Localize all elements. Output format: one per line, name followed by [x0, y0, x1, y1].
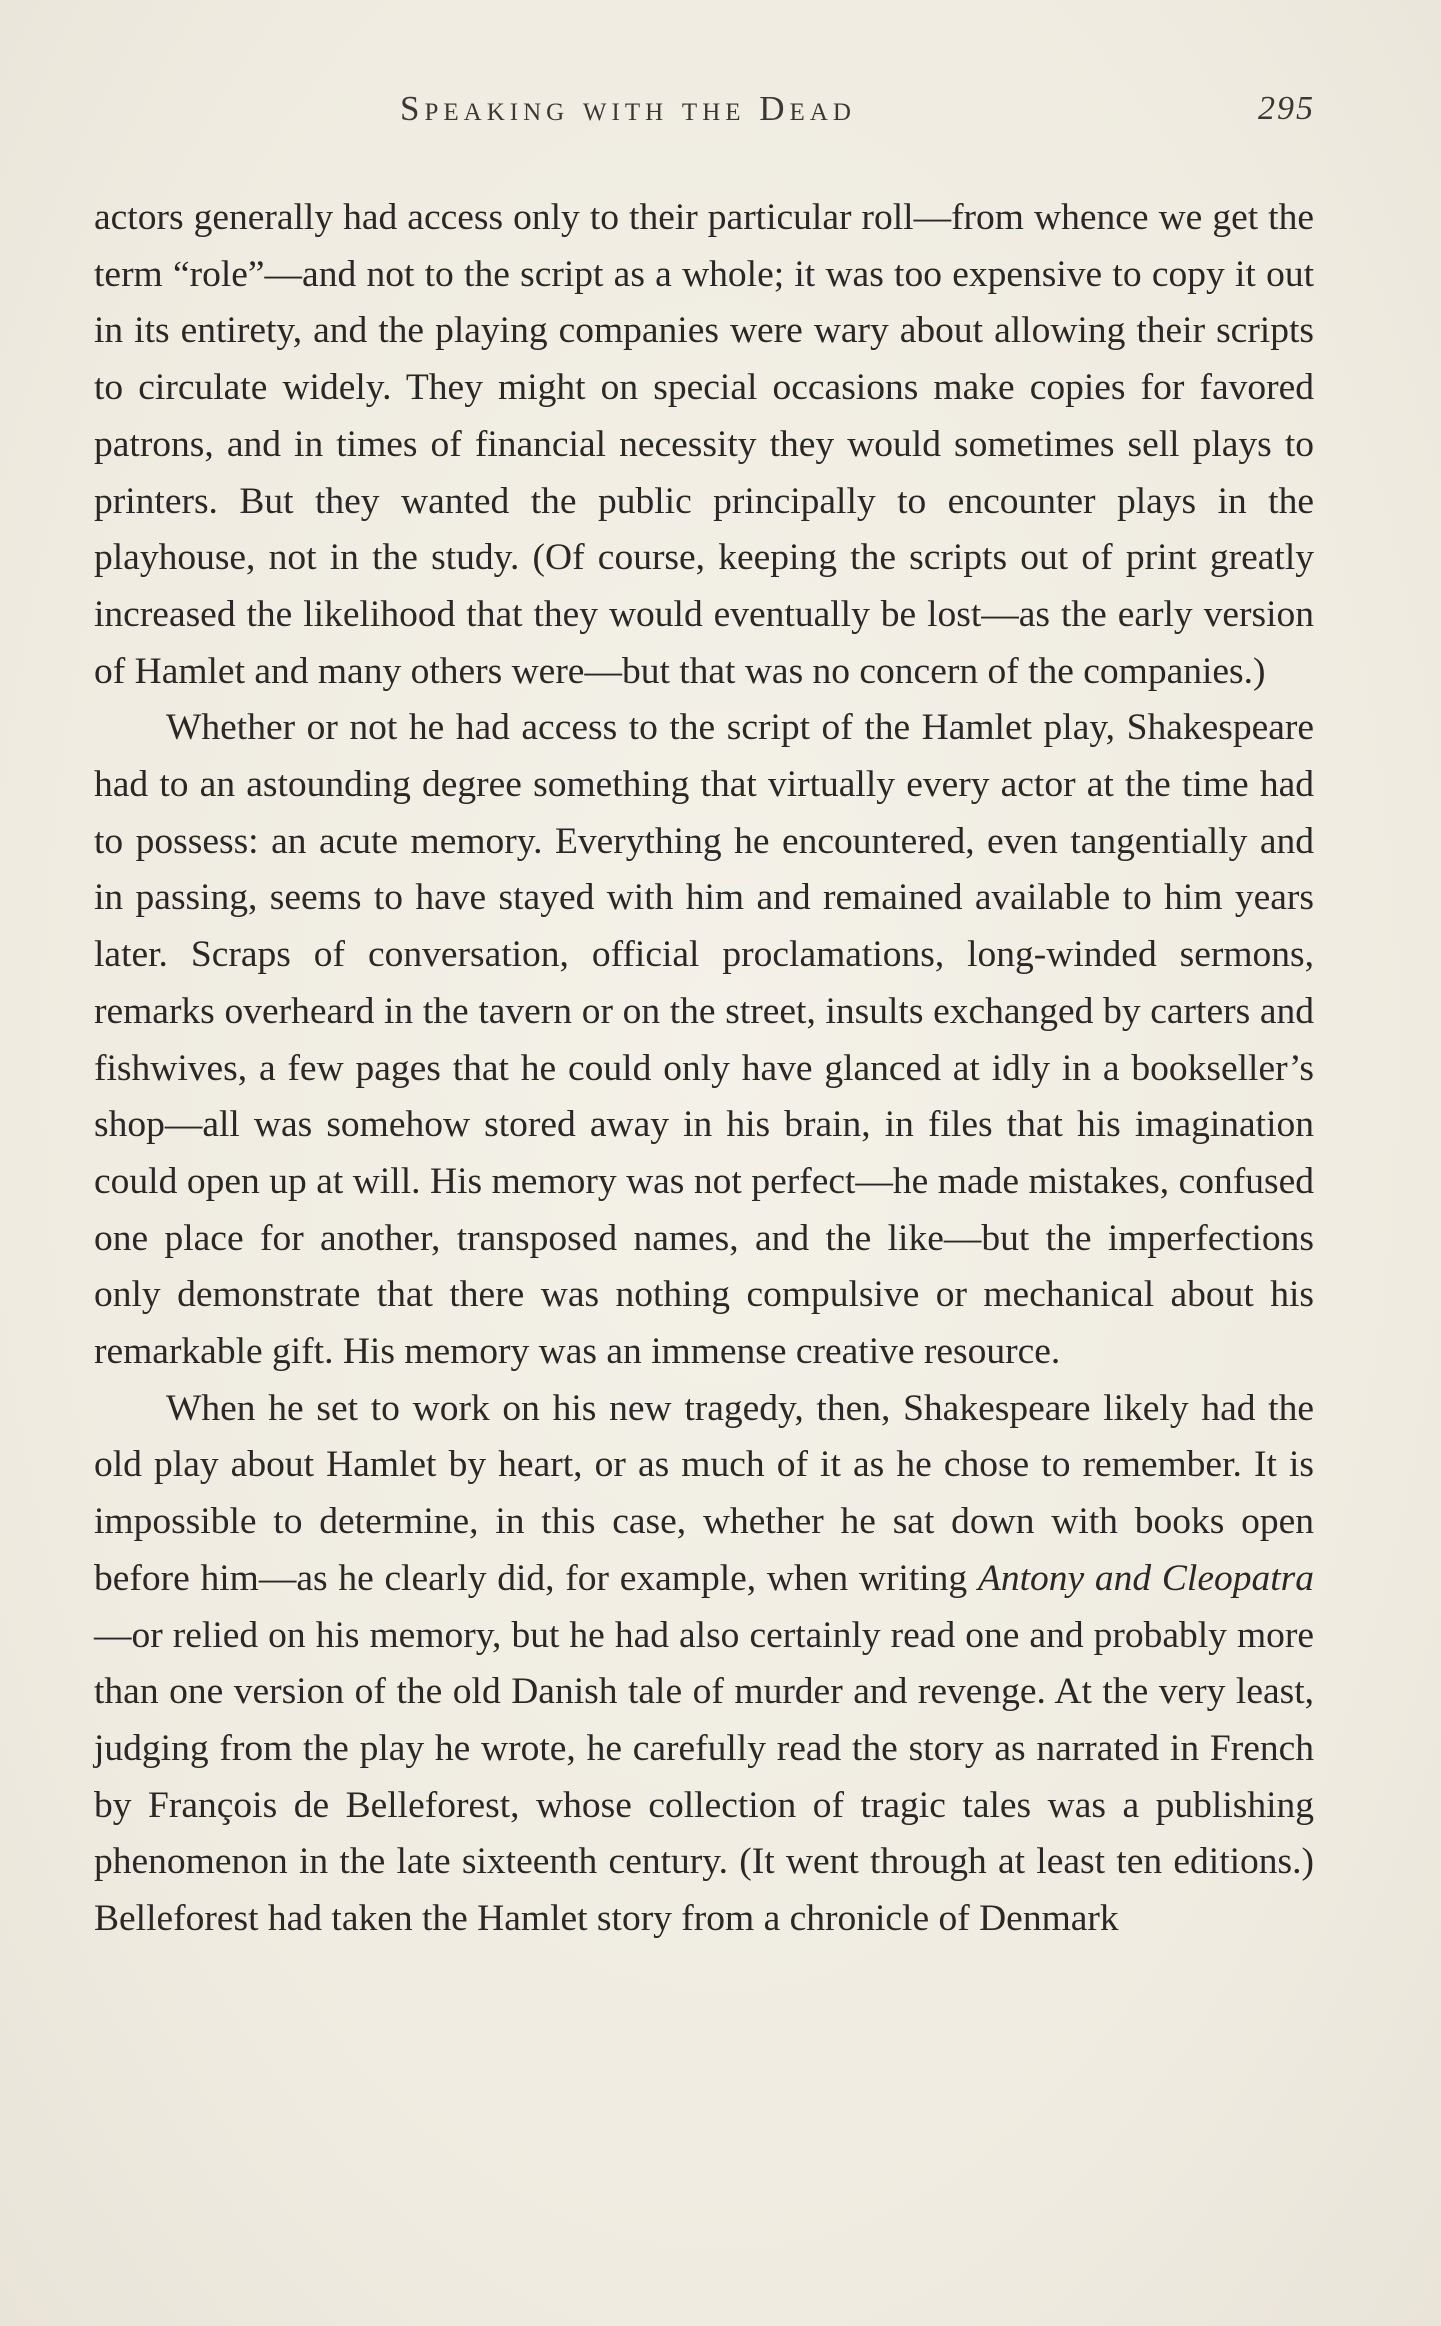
paragraph-3-text-before: When he set to work on his new tragedy, then, Shakespeare likely had the old play about Hamlet by heart, or as much of it as he chose to remember. It is impossible to determine, in this case, whether he sat down with books open before him—as he clearly did, for example, when writing [94, 1387, 1314, 1599]
paragraph-2: Whether or not he had access to the script of the Hamlet play, Shakespeare had to an astounding degree something that virtually every actor at the time had to possess: an acute memory. Everything he encountered, even tangentially and in passing, seems to have stayed with him and remained available to him years later. Scraps of conversation, official proclamations, long-winded sermons, remarks overheard in the tavern or on the street, insults exchanged by carters and fishwives, a few pages that he could only have glanced at idly in a bookseller’s shop—all was somehow stored away in his brain, in files that his imagination could open up at will. His memory was not perfect—he made mistakes, confused one place for another, transposed names, and the like—but the imperfections only demonstrate that there was nothing compulsive or mechanical about his remarkable gift. His memory was an immense creative resource. [94, 707, 1314, 1373]
paragraph-3 [94, 1381, 1314, 1948]
book-title-italic: Antony and Cleopatra [977, 1557, 1314, 1599]
paragraph-3-text-after: —or relied on his memory, but he had also certainly read one and probably more than one version of the old Danish tale of murder and revenge. At the very least, judging from the play he wrote, he carefully read the story as narrated in French by François de Belleforest, whose collection of tragic tales was a publishing phenomenon in the late sixteenth century. (It went through at least ten editions.) Belleforest had taken the Hamlet story from a chronicle of Denmark [94, 1614, 1314, 1940]
running-head-title: Speaking with the Dead [400, 89, 856, 128]
running-head [0, 84, 1441, 134]
page-number: 295 [1258, 90, 1315, 127]
paragraph-1: actors generally had access only to their particular roll—from whence we get the term “role”—and not to the script as a whole; it was too expensive to copy it out in its entirety, and the playing companies were wary about allowing their scripts to circulate widely. They might on special occasions make copies for favored patrons, and in times of financial necessity they would sometimes sell plays to printers. But they wanted the public principally to encounter plays in the playhouse, not in the study. (Of course, keeping the scripts out of print greatly increased the likelihood that they would eventually be lost—as the early version of Hamlet and many others were—but that was no concern of the companies.) [94, 197, 1314, 692]
body-text [94, 190, 1314, 1948]
